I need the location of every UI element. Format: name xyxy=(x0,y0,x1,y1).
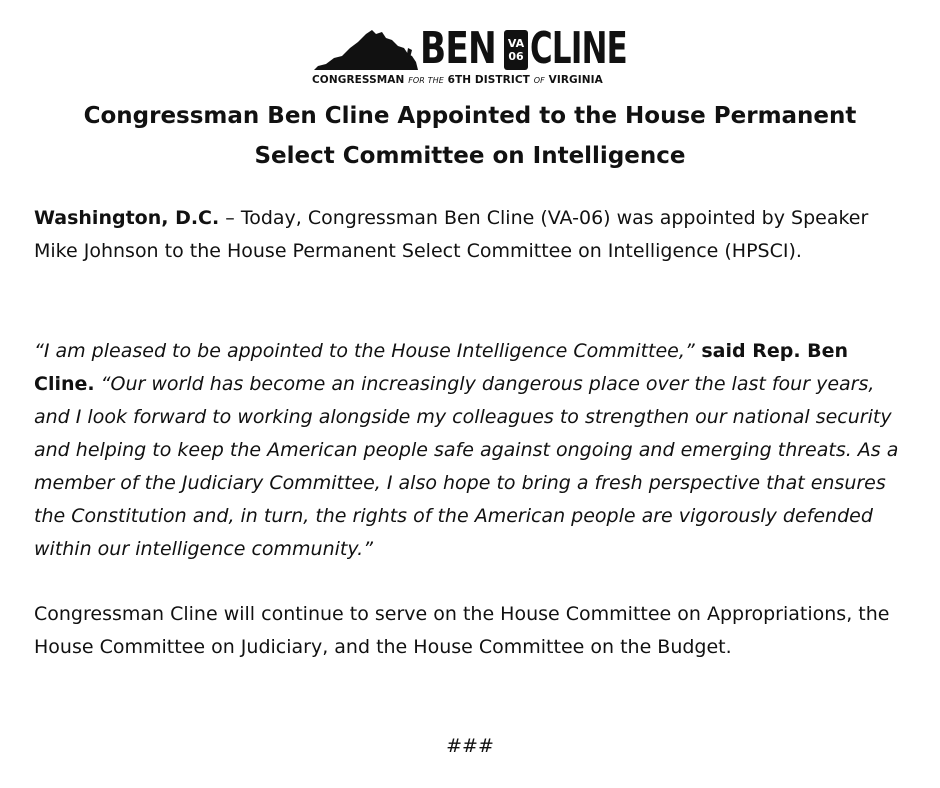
quote-opening: “I am pleased to be appointed to the House Intelligence Committee,” xyxy=(34,340,695,362)
press-release-headline: Congressman Ben Cline Appointed to the House Permanent Select Committee on Intelligence xyxy=(83,103,857,169)
badge-district: 06 xyxy=(508,50,524,63)
badge-state: VA xyxy=(507,37,525,50)
logo-name-first: BEN xyxy=(420,23,496,74)
dateline: Washington, D.C. xyxy=(34,207,220,229)
quote-attribution: said Rep. Ben Cline. xyxy=(34,340,849,395)
district-badge xyxy=(504,30,528,70)
tagline-part: OF xyxy=(533,76,545,85)
virginia-state-icon xyxy=(312,28,420,72)
tagline-part: FOR THE xyxy=(408,76,444,85)
intro-paragraph xyxy=(34,202,914,268)
logo-tagline xyxy=(312,74,630,86)
logo-name-last: CLINE xyxy=(530,23,628,74)
congressman-logo xyxy=(312,23,630,92)
quote-body: “Our world has become an increasingly dangerous place over the last four years, and I look forward to working alongside my colleagues to strengthen our national security and helping to keep the American people safe against ongoing and emerging threats. As a member of the Judiciary Committee, I also hope to bring a fresh perspective that ensures the Constitution and, in turn, the rights of the American people are vigorously defended within our intelligence community.” xyxy=(34,373,899,560)
intro-text: – Today, Congressman Ben Cline (VA-06) was appointed by Speaker Mike Johnson to the House Permanent Select Committee on Intelligence (HPSCI). xyxy=(34,207,869,262)
quote-paragraph xyxy=(34,335,914,566)
tagline-part: CONGRESSMAN xyxy=(312,74,405,86)
end-mark: ### xyxy=(446,735,494,757)
closing-paragraph: Congressman Cline will continue to serve on the House Committee on Appropriations, the House Committee on Judiciary, and the House Committee on the Budget. xyxy=(34,603,890,658)
tagline-part: 6TH DISTRICT xyxy=(447,74,530,86)
tagline-part: VIRGINIA xyxy=(548,74,603,86)
